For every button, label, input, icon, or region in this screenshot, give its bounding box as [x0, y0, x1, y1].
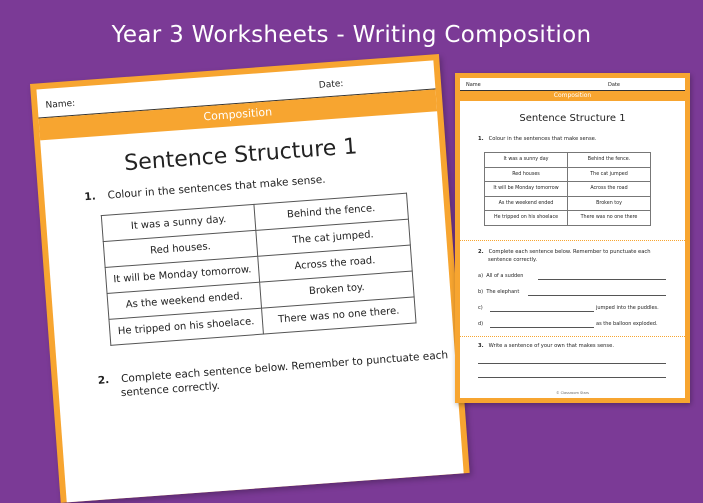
- name-label: Name:: [45, 98, 76, 111]
- table-cell[interactable]: Across the road: [568, 182, 651, 197]
- divider: [460, 336, 685, 337]
- answer-line[interactable]: [478, 363, 666, 364]
- worksheet-large: [30, 54, 470, 503]
- table-cell[interactable]: Red houses: [485, 167, 568, 182]
- item-label: a): [478, 273, 484, 279]
- answer-line[interactable]: [478, 377, 666, 378]
- question-text: Complete each sentence below. Remember to punctuate each: [120, 349, 449, 386]
- item-label: c): [478, 305, 483, 311]
- section-bar: Composition: [39, 89, 438, 140]
- table-cell[interactable]: As the weekend ended.: [107, 282, 261, 319]
- question-text: Write a sentence of your own that makes sense.: [488, 343, 614, 349]
- answer-line[interactable]: [490, 327, 594, 328]
- table-cell[interactable]: It was a sunny day.: [101, 204, 255, 241]
- question-number: 2.: [478, 249, 484, 255]
- table-cell[interactable]: It was a sunny day: [485, 153, 568, 168]
- table-cell[interactable]: Behind the fence.: [568, 153, 651, 168]
- question-text: Complete each sentence below. Remember to punctuate each: [488, 249, 651, 255]
- question-text: Colour in the sentences that make sense.: [107, 173, 326, 202]
- question-1: [84, 174, 326, 204]
- table-cell[interactable]: It will be Monday tomorrow.: [105, 256, 259, 293]
- item-label: b): [478, 289, 484, 295]
- table-cell[interactable]: He tripped on his shoelace.: [109, 308, 263, 345]
- table-cell[interactable]: The cat jumped.: [256, 219, 410, 256]
- table-row: [485, 182, 651, 197]
- item-text: All of a sudden: [486, 273, 524, 279]
- question-3: [478, 343, 614, 349]
- date-label: Date: [608, 82, 620, 88]
- item-text: as the balloon exploded.: [596, 321, 658, 327]
- item-c: [478, 305, 659, 311]
- question-text: Colour in the sentences that make sense.: [488, 136, 597, 142]
- item-label: d): [478, 321, 484, 327]
- table-cell[interactable]: The cat jumped: [568, 167, 651, 182]
- question-number: 2.: [97, 374, 110, 387]
- item-text: The elephant: [486, 289, 520, 295]
- table-cell[interactable]: He tripped on his shoelace: [485, 211, 568, 226]
- sentence-table: [101, 193, 417, 346]
- table-cell[interactable]: Broken toy: [568, 196, 651, 211]
- item-b: [478, 289, 519, 295]
- table-cell[interactable]: Broken toy.: [260, 271, 414, 308]
- table-cell[interactable]: It will be Monday tomorrow: [485, 182, 568, 197]
- table-cell[interactable]: As the weekend ended: [485, 196, 568, 211]
- name-label: Name: [466, 82, 481, 88]
- question-number: 1.: [84, 190, 97, 204]
- worksheet-title: Sentence Structure 1: [519, 113, 626, 124]
- answer-line[interactable]: [528, 295, 666, 296]
- divider: [460, 240, 685, 241]
- question-2: [97, 348, 449, 402]
- question-text: sentence correctly.: [120, 379, 221, 400]
- section-bar: Composition: [460, 91, 685, 101]
- table-cell[interactable]: There was no one there: [568, 211, 651, 226]
- answer-line[interactable]: [538, 279, 666, 280]
- sentence-table: [484, 152, 651, 226]
- table-row: [485, 211, 651, 226]
- worksheet-title: Sentence Structure 1: [123, 134, 359, 177]
- table-cell[interactable]: There was no one there.: [262, 297, 416, 334]
- question-number: 1.: [478, 136, 484, 142]
- worksheet-small: [455, 73, 690, 403]
- name-date-row: [460, 78, 685, 91]
- table-cell[interactable]: Across the road.: [258, 245, 412, 282]
- question-text: sentence correctly.: [488, 257, 537, 263]
- table-row: [485, 196, 651, 211]
- item-d: [478, 321, 658, 327]
- date-label: Date:: [318, 79, 344, 91]
- footer-credit: © Classroom Stars: [556, 391, 589, 395]
- table-cell[interactable]: Behind the fence.: [254, 193, 408, 230]
- table-row: [485, 153, 651, 168]
- item-text: jumped into the puddles.: [596, 305, 659, 311]
- item-a: [478, 273, 523, 279]
- question-number: 3.: [478, 343, 484, 349]
- table-row: [485, 167, 651, 182]
- banner-title: Year 3 Worksheets - Writing Composition: [111, 22, 592, 48]
- question-2: [478, 248, 651, 264]
- table-cell[interactable]: Red houses.: [103, 230, 257, 267]
- answer-line[interactable]: [490, 311, 594, 312]
- question-1: [478, 136, 597, 142]
